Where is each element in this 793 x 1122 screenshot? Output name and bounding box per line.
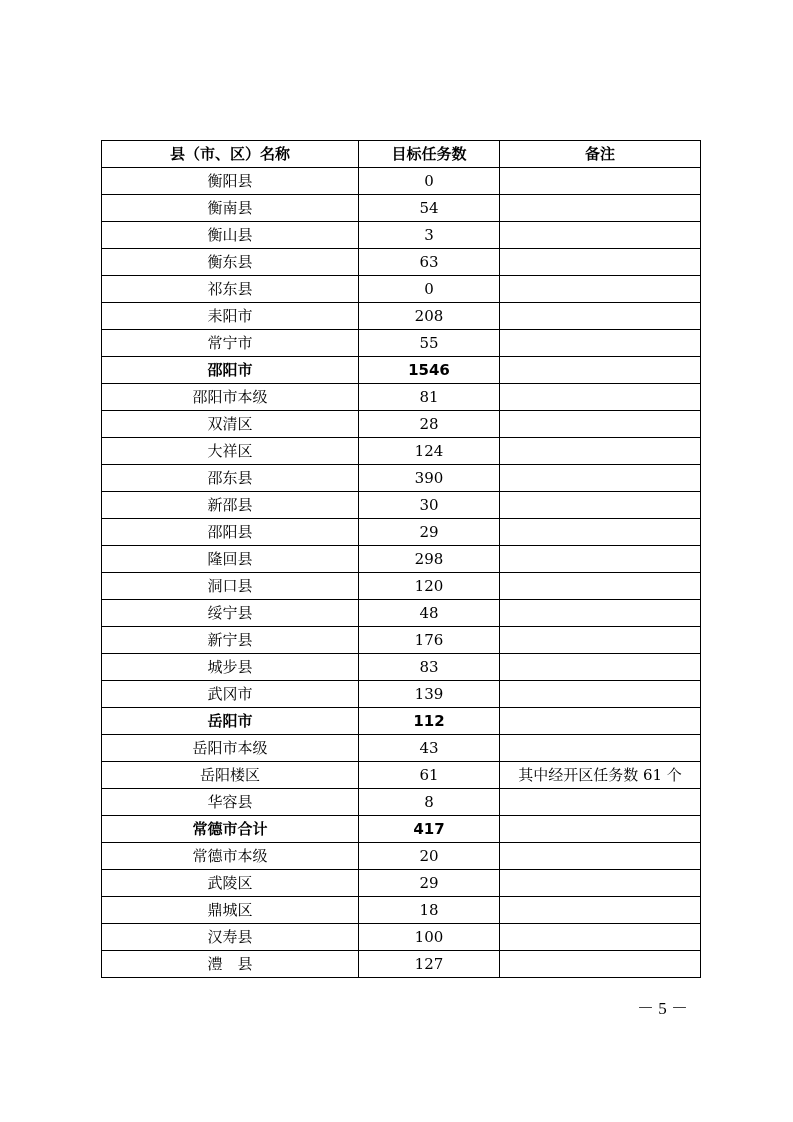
cell-remarks — [500, 600, 701, 627]
cell-county-name: 新宁县 — [102, 627, 359, 654]
cell-target-count: 55 — [359, 330, 500, 357]
cell-target-count: 18 — [359, 897, 500, 924]
cell-county-name: 绥宁县 — [102, 600, 359, 627]
cell-remarks — [500, 465, 701, 492]
cell-target-count: 48 — [359, 600, 500, 627]
table-row — [102, 492, 701, 519]
cell-county-name: 岳阳市本级 — [102, 735, 359, 762]
table-row — [102, 195, 701, 222]
cell-target-count: 298 — [359, 546, 500, 573]
table-row — [102, 843, 701, 870]
table-row — [102, 519, 701, 546]
cell-county-name: 邵东县 — [102, 465, 359, 492]
cell-remarks — [500, 708, 701, 735]
table-row — [102, 168, 701, 195]
cell-county-name: 双清区 — [102, 411, 359, 438]
table-row — [102, 627, 701, 654]
cell-target-count: 83 — [359, 654, 500, 681]
table-row — [102, 870, 701, 897]
cell-remarks — [500, 357, 701, 384]
cell-remarks — [500, 573, 701, 600]
cell-county-name: 邵阳县 — [102, 519, 359, 546]
cell-remarks — [500, 438, 701, 465]
cell-target-count: 0 — [359, 168, 500, 195]
cell-remarks — [500, 546, 701, 573]
table-row — [102, 249, 701, 276]
cell-remarks — [500, 897, 701, 924]
table-row — [102, 762, 701, 789]
table-row — [102, 924, 701, 951]
cell-remarks — [500, 843, 701, 870]
cell-target-count: 139 — [359, 681, 500, 708]
cell-county-name: 祁东县 — [102, 276, 359, 303]
table-row — [102, 384, 701, 411]
task-table — [101, 140, 701, 978]
cell-target-count: 1546 — [359, 357, 500, 384]
cell-county-name: 城步县 — [102, 654, 359, 681]
cell-target-count: 30 — [359, 492, 500, 519]
cell-county-name: 新邵县 — [102, 492, 359, 519]
page-number: － 5 － — [637, 999, 688, 1018]
table-row — [102, 951, 701, 978]
cell-remarks — [500, 330, 701, 357]
cell-remarks: 其中经开区任务数 61 个 — [500, 762, 701, 789]
cell-county-name: 邵阳市 — [102, 357, 359, 384]
cell-county-name: 常德市本级 — [102, 843, 359, 870]
cell-target-count: 100 — [359, 924, 500, 951]
cell-remarks — [500, 249, 701, 276]
table-row — [102, 222, 701, 249]
cell-county-name: 华容县 — [102, 789, 359, 816]
table-row — [102, 897, 701, 924]
cell-county-name: 衡东县 — [102, 249, 359, 276]
cell-remarks — [500, 735, 701, 762]
cell-target-count: 81 — [359, 384, 500, 411]
table-row — [102, 465, 701, 492]
table-body — [102, 168, 701, 978]
cell-county-name: 岳阳市 — [102, 708, 359, 735]
table-row — [102, 681, 701, 708]
header-target-count: 目标任务数 — [359, 141, 500, 168]
cell-county-name: 常宁市 — [102, 330, 359, 357]
cell-remarks — [500, 276, 701, 303]
cell-county-name: 武陵区 — [102, 870, 359, 897]
cell-remarks — [500, 951, 701, 978]
table-row — [102, 303, 701, 330]
cell-target-count: 120 — [359, 573, 500, 600]
cell-remarks — [500, 303, 701, 330]
cell-county-name: 大祥区 — [102, 438, 359, 465]
cell-remarks — [500, 519, 701, 546]
table-row — [102, 654, 701, 681]
cell-county-name: 常德市合计 — [102, 816, 359, 843]
cell-remarks — [500, 492, 701, 519]
cell-target-count: 112 — [359, 708, 500, 735]
table-row — [102, 573, 701, 600]
table-row — [102, 600, 701, 627]
cell-remarks — [500, 168, 701, 195]
cell-county-name: 汉寿县 — [102, 924, 359, 951]
cell-county-name: 武冈市 — [102, 681, 359, 708]
table-header-row — [102, 141, 701, 168]
cell-target-count: 29 — [359, 519, 500, 546]
cell-remarks — [500, 654, 701, 681]
table-row — [102, 438, 701, 465]
table-row — [102, 546, 701, 573]
cell-remarks — [500, 681, 701, 708]
cell-county-name: 衡山县 — [102, 222, 359, 249]
cell-county-name: 岳阳楼区 — [102, 762, 359, 789]
cell-target-count: 20 — [359, 843, 500, 870]
table-row — [102, 411, 701, 438]
cell-target-count: 127 — [359, 951, 500, 978]
cell-remarks — [500, 870, 701, 897]
cell-target-count: 43 — [359, 735, 500, 762]
cell-target-count: 417 — [359, 816, 500, 843]
cell-target-count: 54 — [359, 195, 500, 222]
cell-remarks — [500, 384, 701, 411]
cell-target-count: 124 — [359, 438, 500, 465]
cell-county-name: 耒阳市 — [102, 303, 359, 330]
cell-remarks — [500, 195, 701, 222]
cell-remarks — [500, 222, 701, 249]
cell-remarks — [500, 411, 701, 438]
table-row — [102, 357, 701, 384]
cell-county-name: 邵阳市本级 — [102, 384, 359, 411]
cell-county-name: 衡阳县 — [102, 168, 359, 195]
cell-county-name: 隆回县 — [102, 546, 359, 573]
table-row — [102, 276, 701, 303]
cell-remarks — [500, 627, 701, 654]
cell-county-name: 洞口县 — [102, 573, 359, 600]
cell-target-count: 28 — [359, 411, 500, 438]
table-row — [102, 735, 701, 762]
cell-target-count: 63 — [359, 249, 500, 276]
cell-target-count: 61 — [359, 762, 500, 789]
cell-remarks — [500, 924, 701, 951]
cell-target-count: 176 — [359, 627, 500, 654]
header-remarks: 备注 — [500, 141, 701, 168]
header-county-name: 县（市、区）名称 — [102, 141, 359, 168]
cell-remarks — [500, 816, 701, 843]
cell-remarks — [500, 789, 701, 816]
table-row — [102, 330, 701, 357]
cell-target-count: 390 — [359, 465, 500, 492]
cell-target-count: 29 — [359, 870, 500, 897]
cell-target-count: 208 — [359, 303, 500, 330]
cell-county-name: 衡南县 — [102, 195, 359, 222]
cell-county-name: 澧 县 — [102, 951, 359, 978]
cell-target-count: 3 — [359, 222, 500, 249]
cell-target-count: 8 — [359, 789, 500, 816]
cell-county-name: 鼎城区 — [102, 897, 359, 924]
table-row — [102, 789, 701, 816]
cell-target-count: 0 — [359, 276, 500, 303]
table-row — [102, 708, 701, 735]
table-row — [102, 816, 701, 843]
